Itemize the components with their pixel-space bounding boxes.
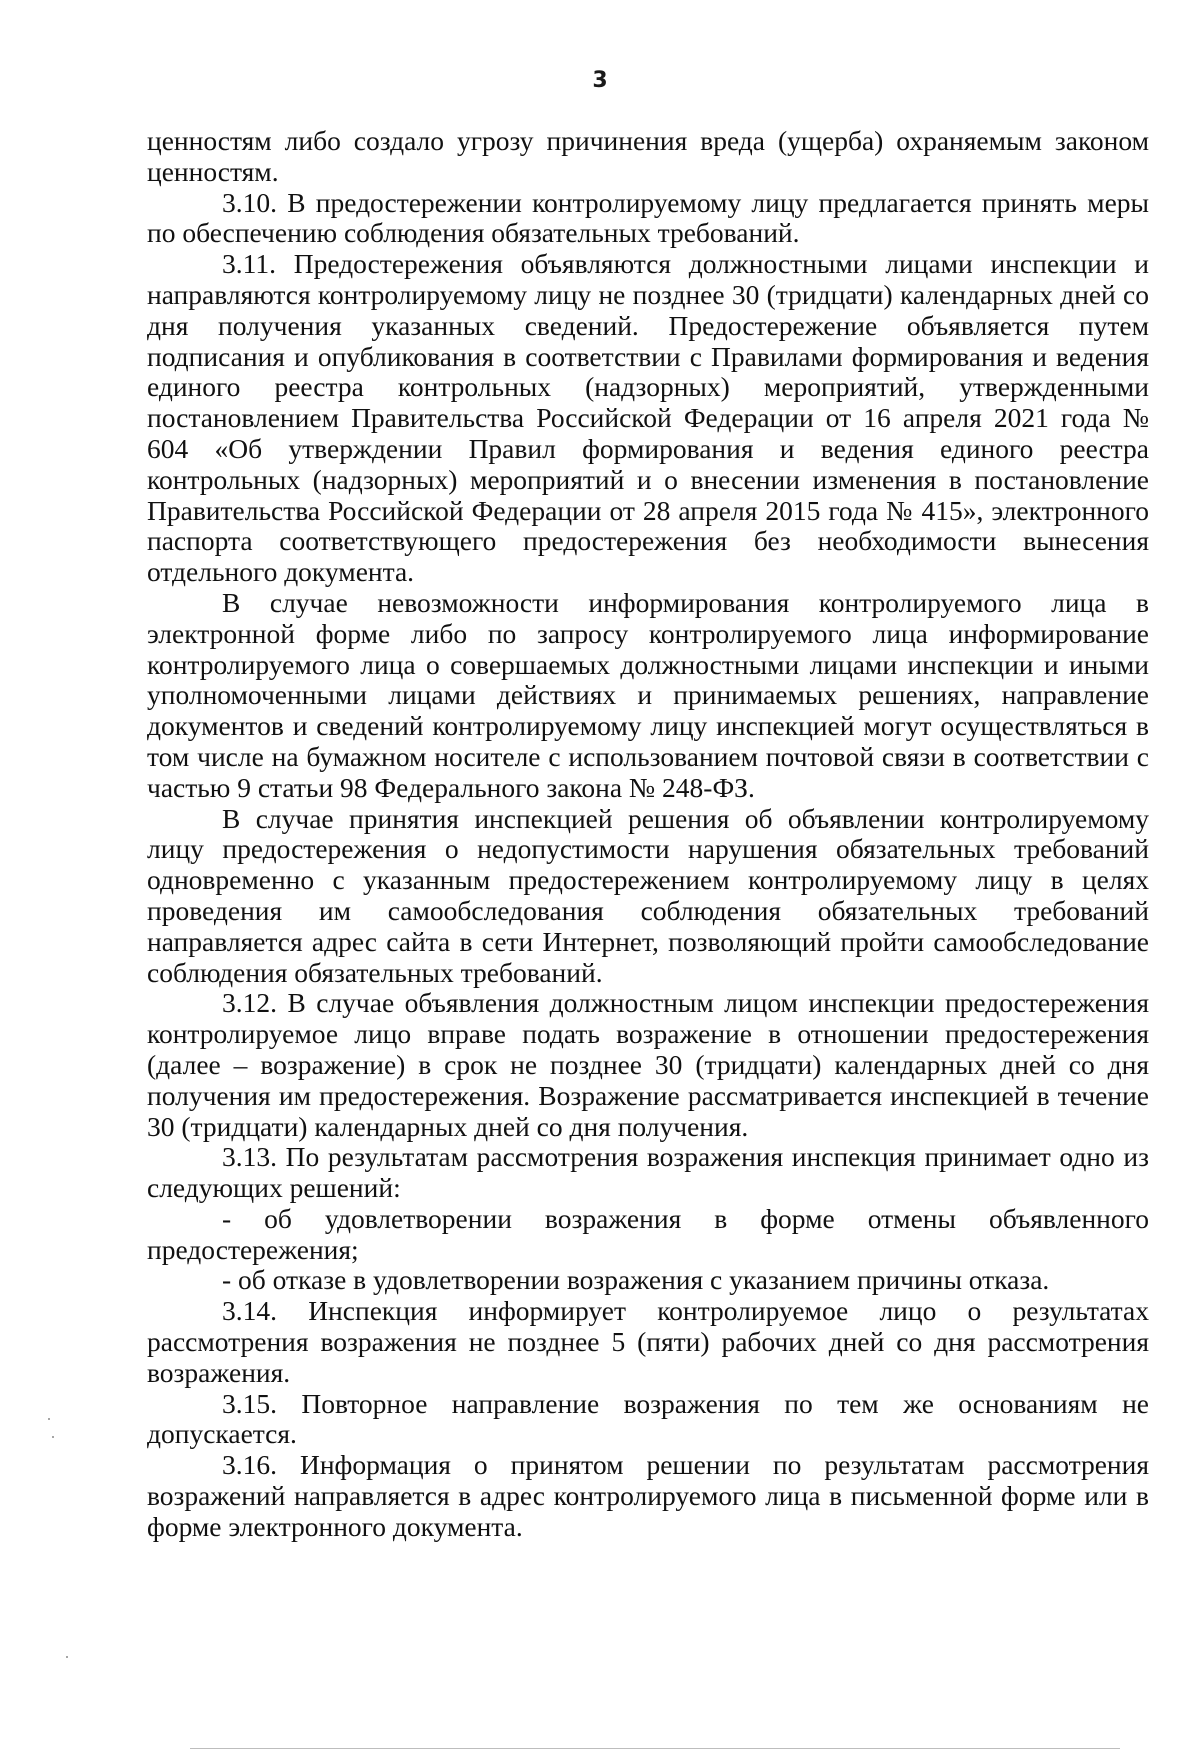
list-item-refuse-objection: - об отказе в удовлетворении возражения с указанием причины отказа. [222, 1264, 1050, 1296]
paragraph-3-11-informing: В случае невозможности информирования контролируемого лица в электронной форме либо по запросу контролируемого лица информирование контролируемого лица о совершаемых должностными лицами инспекции и иными уполномоченными лицами действиях и принимаемых решениях, направление документов и сведений контролируемому лицу инспекцией могут осуществляться в том числе на бумажном носителе с использованием почтовой связи в соответствии с частью 9 статьи 98 Федерального закона № 248-ФЗ. [147, 586, 1149, 803]
scan-speck [52, 1436, 54, 1438]
paragraph-3-15: 3.15. Повторное направление возражения по тем же основаниям не допускается. [147, 1387, 1149, 1450]
scan-speck [66, 1656, 68, 1658]
scan-speck [48, 1418, 50, 1420]
scan-edge-line [190, 1748, 1120, 1749]
paragraph-continuation: ценностям либо создало угрозу причинения вреда (ущерба) охраняемым законом ценностям. [147, 125, 1149, 187]
page-number: 3 [592, 68, 608, 93]
document-body [147, 126, 1149, 1543]
list-item-satisfy-objection: - об удовлетворении возражения в форме отмены объявленного предостережения; [147, 1202, 1149, 1265]
paragraph-3-14: 3.14. Инспекция информирует контролируемое лицо о результатах рассмотрения возражения не позднее 5 (пяти) рабочих дней со дня рассмотрения возражения. [147, 1295, 1149, 1388]
paragraph-3-16: 3.16. Информация о принятом решении по результатам рассмотрения возражений направляется в адрес контролируемого лица в письменной форме или в форме электронного документа. [147, 1449, 1149, 1542]
paragraph-3-13: 3.13. По результатам рассмотрения возражения инспекция принимает одно из следующих решений: [147, 1141, 1149, 1204]
paragraph-3-12: 3.12. В случае объявления должностным лицом инспекции предостережения контролируемое лицо вправе подать возражение в отношении предостережения (далее – возражение) в срок не позднее 30 (тридцати) календарных дней со дня получения им предостережения. Возражение рассматривается инспекцией в течение 30 (тридцати) календарных дней со дня получения. [147, 987, 1149, 1142]
paragraph-3-11-self-inspection: В случае принятия инспекцией решения об объявлении контролируемому лицу предостережения о недопустимости нарушения обязательных требований одновременно с указанным предостережением контролируемому лицу в целях проведения им самообследования соблюдения обязательных требований направляется адрес сайта в сети Интернет, позволяющий пройти самообследование соблюдения обязательных требований. [147, 802, 1149, 988]
paragraph-3-11: 3.11. Предостережения объявляются должностными лицами инспекции и направляются контролируемому лицу не позднее 30 (тридцати) календарных дней со дня получения указанных сведений. Предостережение объявляется путем подписания и опубликования в соответствии с Правилами формирования и ведения единого реестра контрольных (надзорных) мероприятий, утвержденными постановлением Правительства Российской Федерации от 16 апреля 2021 года № 604 «Об утверждении Правил формирования и ведения единого реестра контрольных (надзорных) мероприятий и о внесении изменения в постановление Правительства Российской Федерации от 28 апреля 2015 года № 415», электронного паспорта соответствующего предостережения без необходимости вынесения отдельного документа. [147, 248, 1149, 588]
paragraph-3-10: 3.10. В предостережении контролируемому лицу предлагается принять меры по обеспечению соблюдения обязательных требований. [147, 186, 1149, 249]
